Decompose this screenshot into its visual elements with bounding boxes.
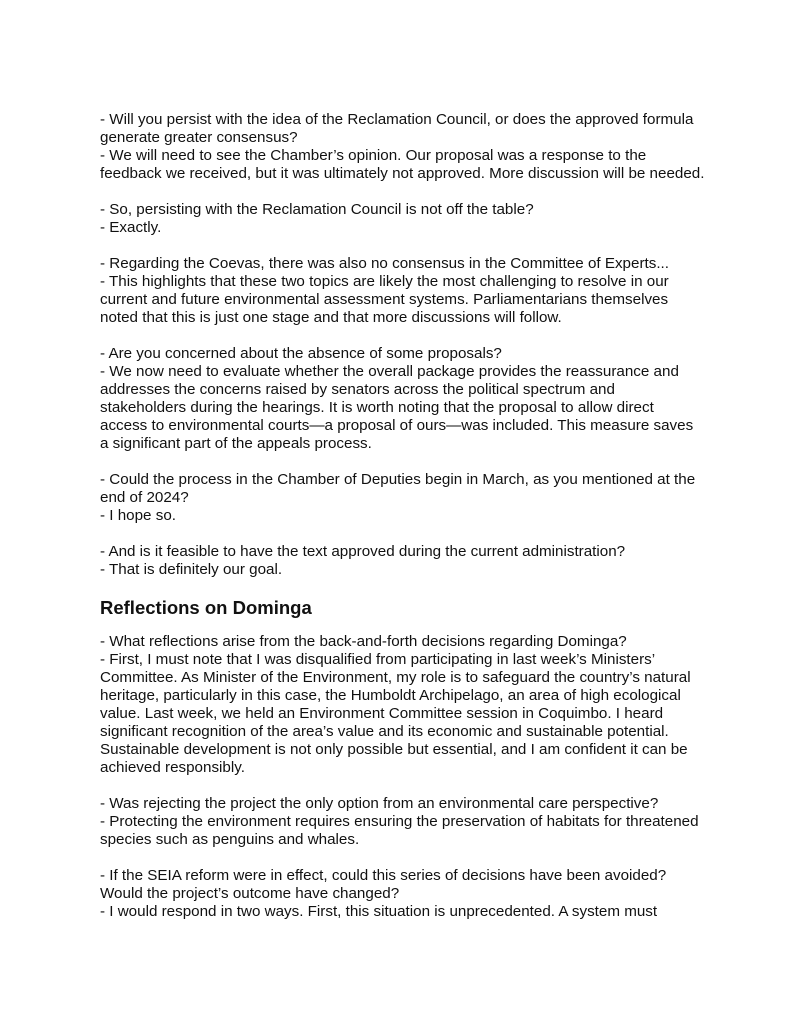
answer-line: - We now need to evaluate whether the overall package provides the reassurance and addresses the concerns raised by senators across the political spectrum and stakeholders during the hearings. It is worth noting that the proposal to allow direct access to environmental courts—a proposal of ours—was included. This measure saves a significant part of the appeals process. — [100, 363, 694, 452]
qa-paragraph — [100, 111, 705, 183]
answer-line: - This highlights that these two topics are likely the most challenging to resolve in our current and future environmental assessment systems. Parliamentarians themselves noted that this is just one stage and that more discussions will follow. — [100, 273, 669, 326]
question-line: - What reflections arise from the back-and-forth decisions regarding Dominga? — [100, 633, 627, 650]
question-line: - If the SEIA reform were in effect, could this series of decisions have been avoided? Would the project’s outcome have changed? — [100, 867, 667, 902]
answer-line: - We will need to see the Chamber’s opinion. Our proposal was a response to the feedback we received, but it was ultimately not approved. More discussion will be needed. — [100, 147, 705, 182]
question-line: - Are you concerned about the absence of some proposals? — [100, 345, 502, 362]
answer-line: - I would respond in two ways. First, this situation is unprecedented. A system must — [100, 903, 658, 920]
qa-paragraph — [100, 867, 705, 921]
qa-paragraph — [100, 633, 705, 777]
qa-paragraph — [100, 471, 705, 525]
answer-line: - I hope so. — [100, 507, 176, 524]
qa-paragraph — [100, 795, 705, 849]
answer-line: - First, I must note that I was disqualified from participating in last week’s Ministers’ Committee. As Minister of the Environment, my role is to safeguard the country’s natural heritage, particularly in this case, the Humboldt Archipelago, an area of high ecological value. Last week, we held an Environment Committee session in Coquimbo. I heard significant recognition of the area’s value and its economic and sustainable potential. Sustainable development is not only possible but essential, and I am confident it can be achieved responsibly. — [100, 651, 691, 776]
section-heading: Reflections on Dominga — [100, 597, 312, 618]
question-line: - Could the process in the Chamber of Deputies begin in March, as you mentioned at the end of 2024? — [100, 471, 696, 506]
qa-paragraph — [100, 201, 705, 237]
answer-line: - Protecting the environment requires ensuring the preservation of habitats for threatened species such as penguins and whales. — [100, 813, 699, 848]
question-line: - Was rejecting the project the only option from an environmental care perspective? — [100, 795, 659, 812]
qa-paragraph — [100, 345, 705, 453]
question-line: - Will you persist with the idea of the Reclamation Council, or does the approved formula generate greater consensus? — [100, 111, 694, 146]
question-line: - Regarding the Coevas, there was also no consensus in the Committee of Experts... — [100, 255, 669, 272]
answer-line: - That is definitely our goal. — [100, 561, 283, 578]
question-line: - And is it feasible to have the text approved during the current administration? — [100, 543, 626, 560]
qa-paragraph — [100, 255, 705, 327]
qa-paragraph — [100, 543, 705, 579]
question-line: - So, persisting with the Reclamation Council is not off the table? — [100, 201, 534, 218]
document-page — [100, 111, 705, 939]
answer-line: - Exactly. — [100, 219, 162, 236]
